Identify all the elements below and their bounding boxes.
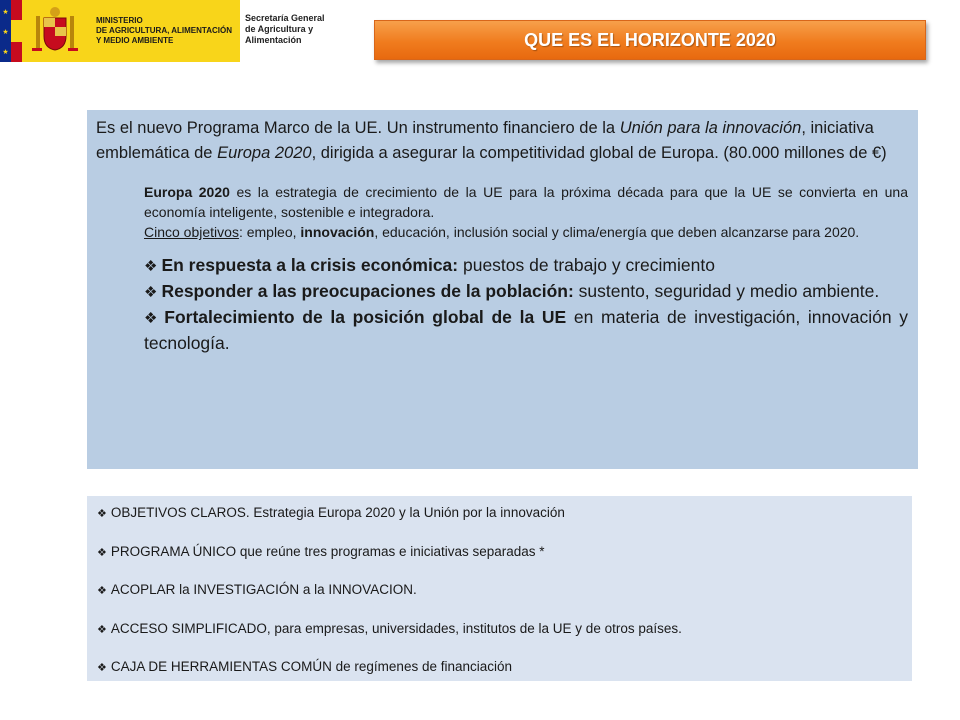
list-item: ❖ Responder a las preocupaciones de la población: sustento, seguridad y medio ambiente.: [144, 281, 880, 301]
page-title: QUE ES EL HORIZONTE 2020: [524, 29, 776, 50]
list-item: ❖ En respuesta a la crisis económica: puestos de trabajo y crecimiento: [144, 255, 715, 275]
ministry-name: MINISTERIO DE AGRICULTURA, ALIMENTACIÓN Y MEDIO AMBIENTE: [96, 16, 232, 45]
diamond-bullet-icon: ❖: [97, 546, 107, 559]
list-item: ❖ OBJETIVOS CLAROS. Estrategia Europa 2020 y la Unión por la innovación: [97, 505, 565, 520]
list-item: ❖ ACOPLAR la INVESTIGACIÓN a la INNOVACION.: [97, 582, 417, 597]
main-bullet-list: [144, 253, 908, 356]
diamond-bullet-icon: ❖: [97, 508, 107, 520]
secretaria-name: Secretaría General de Agricultura y Alimentación: [245, 13, 325, 45]
diamond-bullet-icon: ❖: [144, 258, 158, 275]
main-content-box: [87, 110, 918, 469]
svg-text:★: ★: [2, 29, 9, 36]
cinco-objetivos: Cinco objetivos: empleo, innovación, educación, inclusión social y clima/energía que deben alcanzarse para 2020.: [144, 224, 860, 240]
europa-2020-block: [144, 182, 908, 242]
list-item: ❖ CAJA DE HERRAMIENTAS COMÚN de regímenes de financiación: [97, 659, 513, 674]
diamond-bullet-icon: ❖: [144, 310, 161, 327]
intro-paragraph: Es el nuevo Programa Marco de la UE. Un instrumento financiero de la Unión para la innovación, iniciativa emblemática de Europa 2020, dirigida a asegurar la competitividad global de Europa. (80.000 millones de €): [96, 119, 887, 162]
svg-text:★: ★: [2, 9, 9, 16]
list-item: ❖ ACCESO SIMPLIFICADO, para empresas, universidades, institutos de la UE y de otros países.: [97, 620, 682, 636]
secondary-content-box: [87, 496, 912, 681]
list-item: ❖ PROGRAMA ÚNICO que reúne tres programas e iniciativas separadas *: [97, 543, 545, 559]
secondary-bullet-list: [97, 504, 912, 677]
title-banner: [374, 20, 926, 60]
coat-of-arms-icon: [30, 6, 80, 56]
europa-definition: Europa 2020 es la estrategia de crecimiento de la UE para la próxima década para que la UE se convierta en una economía inteligente, sostenible e integradora.: [144, 184, 908, 220]
eu-spain-flag-icon: [0, 0, 22, 62]
list-item: ❖ Fortalecimiento de la posición global de la UE en materia de investigación, innovación y tecnología.: [144, 307, 908, 353]
ministry-logo: [0, 0, 240, 62]
diamond-bullet-icon: ❖: [97, 623, 107, 636]
diamond-bullet-icon: ❖: [97, 662, 107, 674]
svg-text:★: ★: [2, 49, 9, 56]
diamond-bullet-icon: ❖: [97, 585, 107, 597]
diamond-bullet-icon: ❖: [144, 284, 158, 301]
